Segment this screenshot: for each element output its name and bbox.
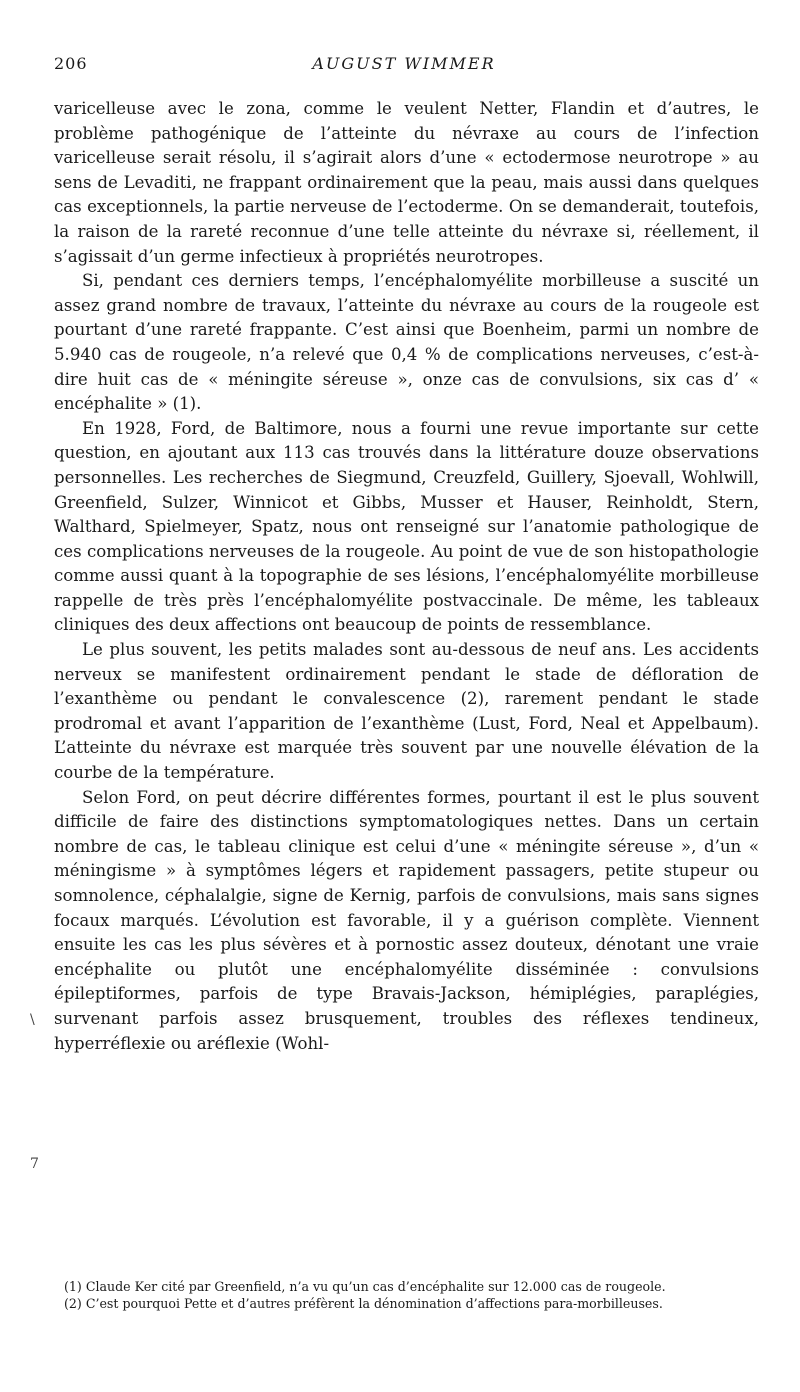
paragraph: Selon Ford, on peut décrire différentes formes, pourtant il est le plus souvent difficile de faire des distinctions symptomatologiques nettes. Dans un certain nombre de cas, le tableau clinique est celui d’une « méningite séreuse », d’un « méningisme » à symptômes légers et rapidement passagers, petite stupeur ou somnolence, céphalalgie, signe de Kernig, parfois de convulsions, mais sans signes focaux marqués. L’évolution est favorable, il y a guérison complète. Viennent ensuite les cas les plus sévères et à pornostic assez douteux, dénotant une vraie encéphalite ou plutôt une encéphalomyélite disséminée : convulsions épileptiformes, parfois de type Bravais-Jackson, hémiplégies, paraplégies, survenant parfois assez brusquement, troubles des réflexes tendineux, hyperréflexie ou aréflexie (Wohl-	[54, 787, 759, 1053]
footnotes	[54, 1278, 759, 1312]
margin-mark: \	[30, 1012, 35, 1028]
margin-mark: 7	[30, 1156, 39, 1172]
paragraph: Le plus souvent, les petits malades sont au-dessous de neuf ans. Les accidents nerveux se manifestent ordinairement pendant le stade de défloration de l’exanthème ou pendant le convalescence (2), rarement pendant le stade prodromal et avant l’apparition de l’exanthème (Lust, Ford, Neal et Appelbaum). L’atteinte du névraxe est marquée très souvent par une nouvelle élévation de la courbe de la température.	[54, 640, 759, 783]
footnote: (1) Claude Ker cité par Greenfield, n’a vu qu’un cas d’encéphalite sur 12.000 cas de rougeole.	[64, 1279, 666, 1294]
body-text	[54, 97, 759, 1056]
paragraph: Si, pendant ces derniers temps, l’encéphalomyélite morbilleuse a suscité un assez grand nombre de travaux, l’atteinte du névraxe au cours de la rougeole est pourtant d’une rareté frappante. C’est ainsi que Boenheim, parmi un nombre de 5.940 cas de rougeole, n’a relevé que 0,4 % de complications nerveuses, c’est-à-dire huit cas de « méningite séreuse », onze cas de convulsions, six cas d’ « encéphalite » (1).	[54, 271, 759, 414]
page-header	[54, 54, 754, 80]
paragraph: En 1928, Ford, de Baltimore, nous a fourni une revue importante sur cette question, en ajoutant aux 113 cas trouvés dans la littérature douze observations personnelles. Les recherches de Siegmund, Creuzfeld, Guillery, Sjoevall, Wohlwill, Greenfield, Sulzer, Winnicot et Gibbs, Musser et Hauser, Reinholdt, Stern, Walthard, Spielmeyer, Spatz, nous ont renseigné sur l’anatomie pathologique de ces complications nerveuses de la rougeole. Au point de vue de son histopathologie comme aussi quant à la topographie de ses lésions, l’encéphalomyélite morbilleuse rappelle de très près l’encéphalomyélite postvaccinale. De même, les tableaux cliniques des deux affections ont beaucoup de points de ressemblance.	[54, 418, 759, 635]
footnote: (2) C’est pourquoi Pette et d’autres préfèrent la dénomination d’affections para-morbilleuses.	[64, 1296, 663, 1311]
page-number: 206	[54, 54, 88, 73]
paragraph: varicelleuse avec le zona, comme le veulent Netter, Flandin et d’autres, le problème pathogénique de l’atteinte du névraxe au cours de l’infection varicelleuse serait résolu, il s’agirait alors d’une « ectodermose neurotrope » au sens de Levaditi, ne frappant ordinairement que la peau, mais aussi dans quelques cas exceptionnels, la partie nerveuse de l’ectoderme. On se demanderait, toutefois, la raison de la rareté reconnue d’une telle atteinte du névraxe si, réellement, il s’agissait d’un germe infectieux à propriétés neurotropes.	[54, 99, 759, 266]
running-title: AUGUST WIMMER	[312, 54, 496, 73]
